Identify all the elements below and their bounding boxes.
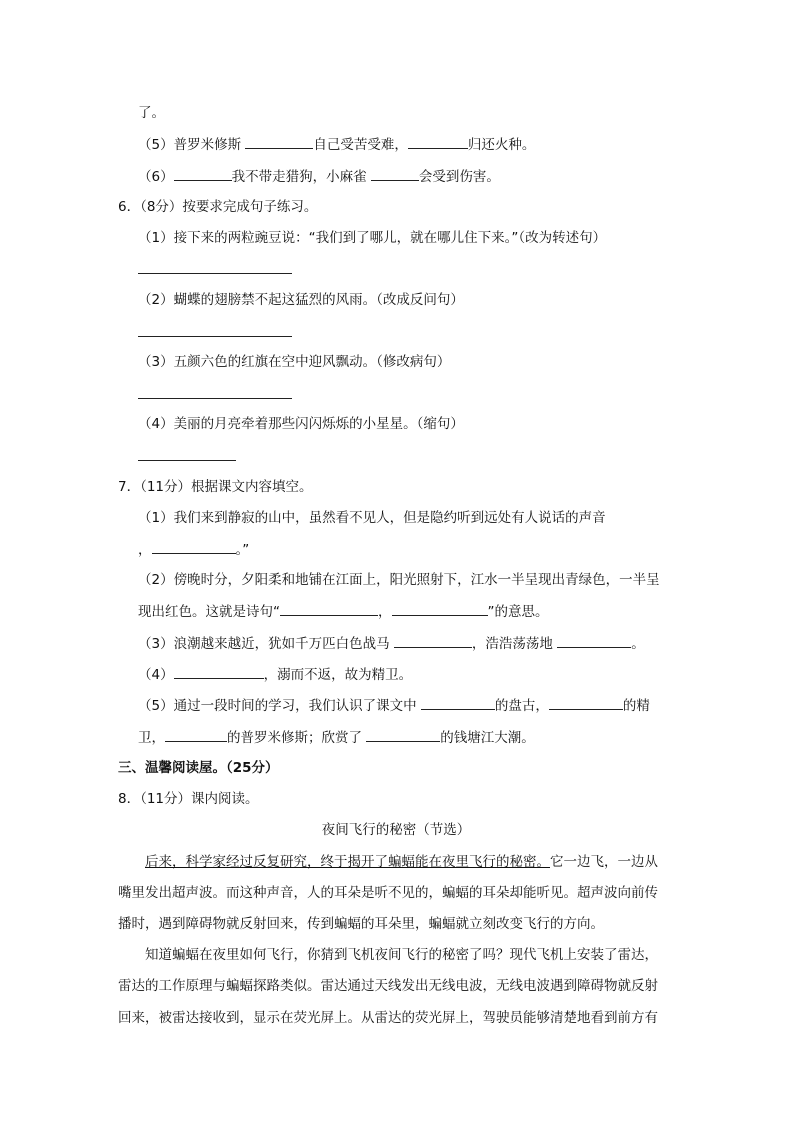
text: 现出红色。这就是诗句“ [138, 604, 280, 620]
text: 8．（11分）课内阅读。 [118, 791, 259, 807]
text: （4）美丽的月亮牵着那些闪闪烁烁的小星星。（缩句） [138, 416, 464, 432]
answer-line[interactable] [138, 273, 292, 274]
text: 雷达的工作原理与蝙蝠探路类似。雷达通过天线发出无线电波，无线电波遇到障碍物就反射 [118, 978, 658, 994]
section-3-heading [118, 758, 279, 778]
underlined-sentence: 后来，科学家经过反复研究，终于揭开了蝙蝠能在夜里飞行的秘密。 [145, 854, 550, 870]
text: 。 [631, 636, 645, 652]
answer-line[interactable] [138, 336, 292, 337]
fill-blank[interactable] [165, 727, 227, 742]
text: 了。 [138, 105, 165, 121]
fill-blank[interactable] [549, 695, 623, 710]
answer-line[interactable] [138, 460, 236, 461]
q7-item-5-line-2 [138, 727, 535, 748]
q6-item-4 [138, 414, 464, 434]
q7-heading [118, 477, 313, 497]
text: 会受到伤害。 [418, 169, 500, 185]
text: 的普罗米修斯；欣赏了 [227, 730, 362, 746]
q6-item-3 [138, 352, 450, 372]
fill-blank[interactable] [557, 633, 631, 648]
text: 归还火种。 [467, 137, 536, 153]
text: 嘴里发出超声波。而这种声音，人的耳朵是听不见的，蝙蝠的耳朵却能听见。超声波向前传 [118, 885, 658, 901]
text: 6．（8分）按要求完成句子练习。 [118, 199, 318, 215]
line-continuation [138, 103, 165, 123]
q6-item-1 [138, 228, 606, 248]
text: 的精 [622, 698, 650, 714]
q5-item-5 [138, 134, 535, 155]
fill-blank[interactable] [408, 134, 468, 149]
text: （5）通过一段时间的学习，我们认识了课文中 [138, 698, 417, 714]
fill-blank[interactable] [394, 633, 472, 648]
fill-blank[interactable] [371, 166, 419, 181]
fill-blank[interactable] [421, 695, 495, 710]
text: 夜间飞行的秘密（节选） [321, 822, 471, 838]
text: （3）五颜六色的红旗在空中迎风飘动。（修改病句） [138, 354, 451, 370]
text: ，浩浩荡荡地 [471, 636, 553, 652]
fill-blank[interactable] [152, 539, 236, 554]
text: ， [138, 542, 152, 558]
q6-heading [118, 197, 317, 217]
text: （1）接下来的两粒豌豆说：“我们到了哪儿，就在哪儿住下来。”（改为转述句） [138, 230, 607, 246]
passage-p2-line-2 [118, 976, 658, 996]
passage-p1-line-1 [145, 852, 658, 872]
text: ， [378, 604, 392, 620]
fill-blank[interactable] [174, 166, 232, 181]
q7-item-3 [138, 633, 645, 654]
text: 的盘古， [494, 698, 549, 714]
fill-blank[interactable] [245, 134, 313, 149]
fill-blank[interactable] [280, 601, 378, 616]
passage-title [118, 820, 674, 840]
text: （1）我们来到静寂的山中，虽然看不见人，但是隐约听到远处有人说话的声音 [138, 510, 606, 526]
text: ”的意思。 [487, 604, 549, 620]
text: 我不带走猎狗，小麻雀 [231, 169, 367, 185]
text: 的钱塘江大潮。 [440, 730, 535, 746]
text: （6） [138, 169, 174, 185]
q7-item-4 [138, 664, 412, 685]
text: （2）蝴蝶的翅膀禁不起这猛烈的风雨。（改成反问句） [138, 292, 464, 308]
q7-item-2-line-1 [138, 570, 660, 590]
text: ，溺而不返，故为精卫。 [263, 667, 413, 683]
text: 自己受苦受难， [313, 137, 408, 153]
text: 卫， [138, 730, 165, 746]
passage-p2-line-3 [118, 1008, 658, 1028]
text: （3）浪潮越来越近，犹如千万匹白色战马 [138, 636, 390, 652]
text: 回来，被雷达接收到，显示在荧光屏上。从雷达的荧光屏上，驾驶员能够清楚地看到前方有 [118, 1010, 658, 1026]
q7-item-2-line-2 [138, 601, 549, 622]
passage-p2-line-1 [145, 945, 658, 965]
text: 三、温馨阅读屋。（25分） [118, 760, 279, 776]
q6-item-2 [138, 290, 464, 310]
passage-p1-line-3 [118, 914, 604, 934]
fill-blank[interactable] [174, 664, 264, 679]
q7-item-5-line-1 [138, 695, 650, 716]
q7-item-1-line-2 [138, 539, 249, 560]
fill-blank[interactable] [366, 727, 440, 742]
text: 播时，遇到障碍物就反射回来，传到蝙蝠的耳朵里，蝙蝠就立刻改变飞行的方向。 [118, 916, 604, 932]
text: 它一边飞，一边从 [550, 854, 658, 870]
text: （5）普罗米修斯 [138, 137, 242, 153]
text: 7．（11分）根据课文内容填空。 [118, 479, 313, 495]
text: （4） [138, 667, 174, 683]
text: （2）傍晚时分，夕阳柔和地铺在江面上，阳光照射下，江水一半呈现出青绿色，一半呈 [138, 572, 660, 588]
passage-p1-line-2 [118, 883, 658, 903]
fill-blank[interactable] [392, 601, 488, 616]
q5-item-6 [138, 166, 500, 187]
q7-item-1-line-1 [138, 508, 606, 528]
text: 知道蝙蝠在夜里如何飞行，你猜到飞机夜间飞行的秘密了吗？现代飞机上安装了雷达， [145, 947, 658, 963]
q8-heading [118, 789, 259, 809]
text: 。” [235, 542, 250, 558]
answer-line[interactable] [138, 398, 292, 399]
